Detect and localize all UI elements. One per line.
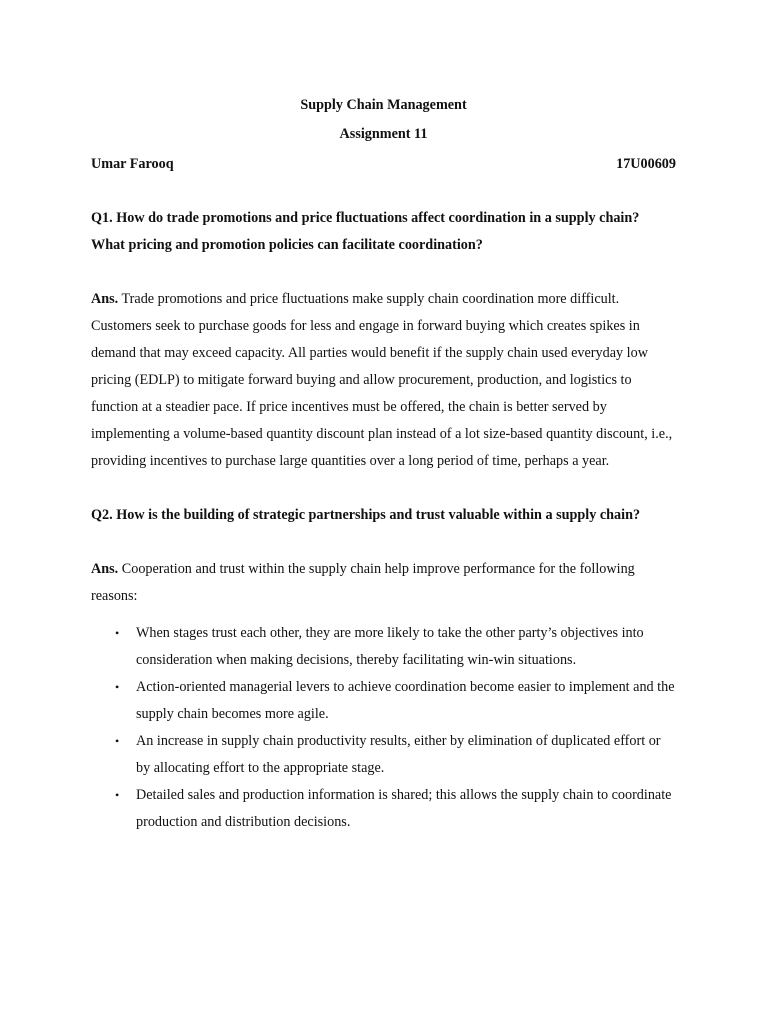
reason-text: When stages trust each other, they are more likely to take the other party’s objectives into consideration when making decisions, thereby facilitating win-win situations. <box>136 625 644 668</box>
answer-2-label: Ans. <box>91 561 119 577</box>
assignment-title: Assignment 11 <box>339 126 428 142</box>
answer-1 <box>91 286 676 475</box>
student-id: 17U00609 <box>616 156 676 172</box>
document-body <box>91 92 676 836</box>
course-title: Supply Chain Management <box>300 97 467 113</box>
answer-2 <box>91 556 676 610</box>
student-name: Umar Farooq <box>91 156 174 172</box>
reason-text: An increase in supply chain productivity results, either by elimination of duplicated effort or by allocating effort to the appropriate stage. <box>136 733 661 776</box>
reason-text: Detailed sales and production information is shared; this allows the supply chain to coordinate production and distribution decisions. <box>136 787 672 830</box>
answer-1-text: Trade promotions and price fluctuations make supply chain coordination more difficult. Customers seek to purchase goods for less and engage in forward buying which creates spikes in demand that may exceed capacity. All parties would benefit if the supply chain used everyday low pricing (EDLP) to mitigate forward buying and allow procurement, production, and logistics to function at a steadier pace. If price incentives must be offered, the chain is better served by implementing a volume-based quantity discount plan instead of a lot size-based quantity discount, i.e., providing incentives to purchase large quantities over a long period of time, perhaps a year. <box>91 291 673 469</box>
reason-text: Action-oriented managerial levers to achieve coordination become easier to implement and the supply chain becomes more agile. <box>136 679 675 722</box>
student-info-row <box>91 151 676 178</box>
bullet-icon: • <box>115 626 120 640</box>
list-item <box>91 620 676 674</box>
question-2: Q2. How is the building of strategic partnerships and trust valuable within a supply chain? <box>91 507 641 523</box>
list-item <box>91 674 676 728</box>
answer-2-text: Cooperation and trust within the supply chain help improve performance for the following reasons: <box>91 561 635 604</box>
reasons-list <box>91 620 676 836</box>
bullet-icon: • <box>115 680 120 694</box>
bullet-icon: • <box>115 788 120 802</box>
bullet-icon: • <box>115 734 120 748</box>
answer-1-label: Ans. <box>91 291 119 307</box>
list-item <box>91 728 676 782</box>
question-1: Q1. How do trade promotions and price fluctuations affect coordination in a supply chain? What pricing and promotion policies can facilitate coordination? <box>91 210 640 253</box>
list-item <box>91 782 676 836</box>
